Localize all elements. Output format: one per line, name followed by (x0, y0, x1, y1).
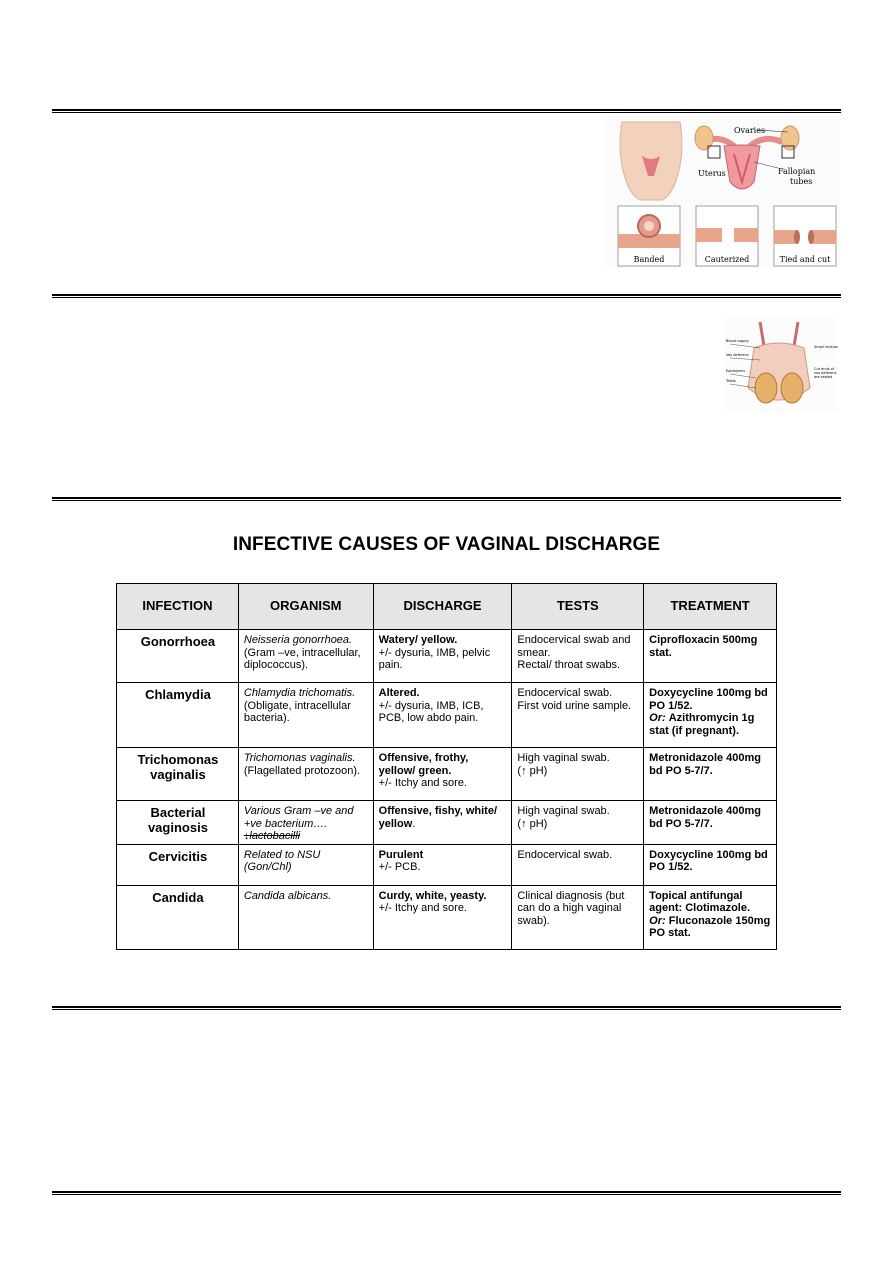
header-tests: TESTS (512, 584, 644, 630)
tests-cell: High vaginal swab. (↑ pH) (512, 801, 644, 845)
caption-tied-and-cut: Tied and cut (779, 255, 831, 264)
discharge-cell: Offensive, frothy, yellow/ green. +/- Itchy and sore. (373, 748, 512, 801)
header-treatment: TREATMENT (644, 584, 777, 630)
cut-ends-label-2: vas deferens (814, 371, 837, 375)
small-incision-label: Small incision (814, 345, 838, 349)
tests-cell: Endocervical swab. First void urine sample. (512, 683, 644, 748)
section-divider-4 (52, 1006, 841, 1010)
table-row (117, 885, 777, 949)
header-discharge: DISCHARGE (373, 584, 512, 630)
caption-cauterized: Cauterized (704, 255, 750, 264)
discharge-cell: Purulent +/- PCB. (373, 844, 512, 885)
discharge-cell: Curdy, white, yeasty. +/- Itchy and sore. (373, 885, 512, 949)
table-row (117, 683, 777, 748)
treatment-cell: Doxycycline 100mg bd PO 1/52. (644, 844, 777, 885)
table-title: INFECTIVE CAUSES OF VAGINAL DISCHARGE (232, 534, 661, 555)
cut-ends-label-1: Cut ends of (814, 367, 835, 371)
caption-banded: Banded (633, 255, 665, 264)
section-divider-2 (52, 294, 841, 298)
table-header-row (117, 584, 777, 630)
tests-cell: Endocervical swab and smear. Rectal/ throat swabs. (512, 630, 644, 683)
organism-cell: Various Gram –ve and +ve bacterium…. ↓lactobacilli (238, 801, 373, 845)
treatment-cell: Topical antifungal agent: Clotimazole. Or: Fluconazole 150mg PO stat. (644, 885, 777, 949)
discharge-cell: Altered. +/- dysuria, IMB, ICB, PCB, low abdo pain. (373, 683, 512, 748)
organism-cell: Neisseria gonorrhoea. (Gram –ve, intracellular, diplococcus). (238, 630, 373, 683)
uterus-label: Uterus (698, 169, 726, 178)
section-divider-1 (52, 109, 841, 113)
treatment-cell: Metronidazole 400mg bd PO 5-7/7. (644, 748, 777, 801)
infection-cell: Candida (117, 885, 239, 949)
cut-ends-label-3: are sealed (814, 375, 833, 379)
section-divider-5 (52, 1191, 841, 1195)
infection-cell: Trichomonas vaginalis (117, 748, 239, 801)
header-infection: INFECTION (117, 584, 239, 630)
organism-cell: Trichomonas vaginalis. (Flagellated protozoon). (238, 748, 373, 801)
fallopian-tubes-label-line1: Fallopian (778, 167, 816, 176)
header-organism: ORGANISM (238, 584, 373, 630)
organism-cell: Chlamydia trichomatis. (Obligate, intracellular bacteria). (238, 683, 373, 748)
table-row (117, 630, 777, 683)
treatment-cell: Ciprofloxacin 500mg stat. (644, 630, 777, 683)
infection-cell: Bacterial vaginosis (117, 801, 239, 845)
tubal-ligation-diagram (604, 116, 840, 268)
treatment-cell: Doxycycline 100mg bd PO 1/52. Or: Azithromycin 1g stat (if pregnant). (644, 683, 777, 748)
epididymis-label: Epididymis (726, 369, 746, 373)
organism-cell: Related to NSU (Gon/Chl) (238, 844, 373, 885)
infection-cell: Gonorrhoea (117, 630, 239, 683)
organism-cell: Candida albicans. (238, 885, 373, 949)
section-divider-3 (52, 497, 841, 501)
vasectomy-diagram (724, 318, 838, 412)
vaginal-discharge-table (116, 583, 777, 950)
tests-cell: Endocervical swab. (512, 844, 644, 885)
ovaries-label: Ovaries (734, 126, 766, 135)
table-row (117, 748, 777, 801)
discharge-cell: Watery/ yellow. +/- dysuria, IMB, pelvic pain. (373, 630, 512, 683)
infection-cell: Cervicitis (117, 844, 239, 885)
table-row (117, 801, 777, 845)
table-row (117, 844, 777, 885)
discharge-cell: Offensive, fishy, white/ yellow. (373, 801, 512, 845)
treatment-cell: Metronidazole 400mg bd PO 5-7/7. (644, 801, 777, 845)
tests-cell: High vaginal swab. (↑ pH) (512, 748, 644, 801)
vas-deferens-label: Vas deferens (726, 353, 749, 357)
fallopian-tubes-label-line2: tubes (790, 177, 813, 186)
testis-label: Testis (726, 379, 736, 383)
blood-supply-label: Blood supply (726, 339, 749, 343)
infection-cell: Chlamydia (117, 683, 239, 748)
tests-cell: Clinical diagnosis (but can do a high vaginal swab). (512, 885, 644, 949)
